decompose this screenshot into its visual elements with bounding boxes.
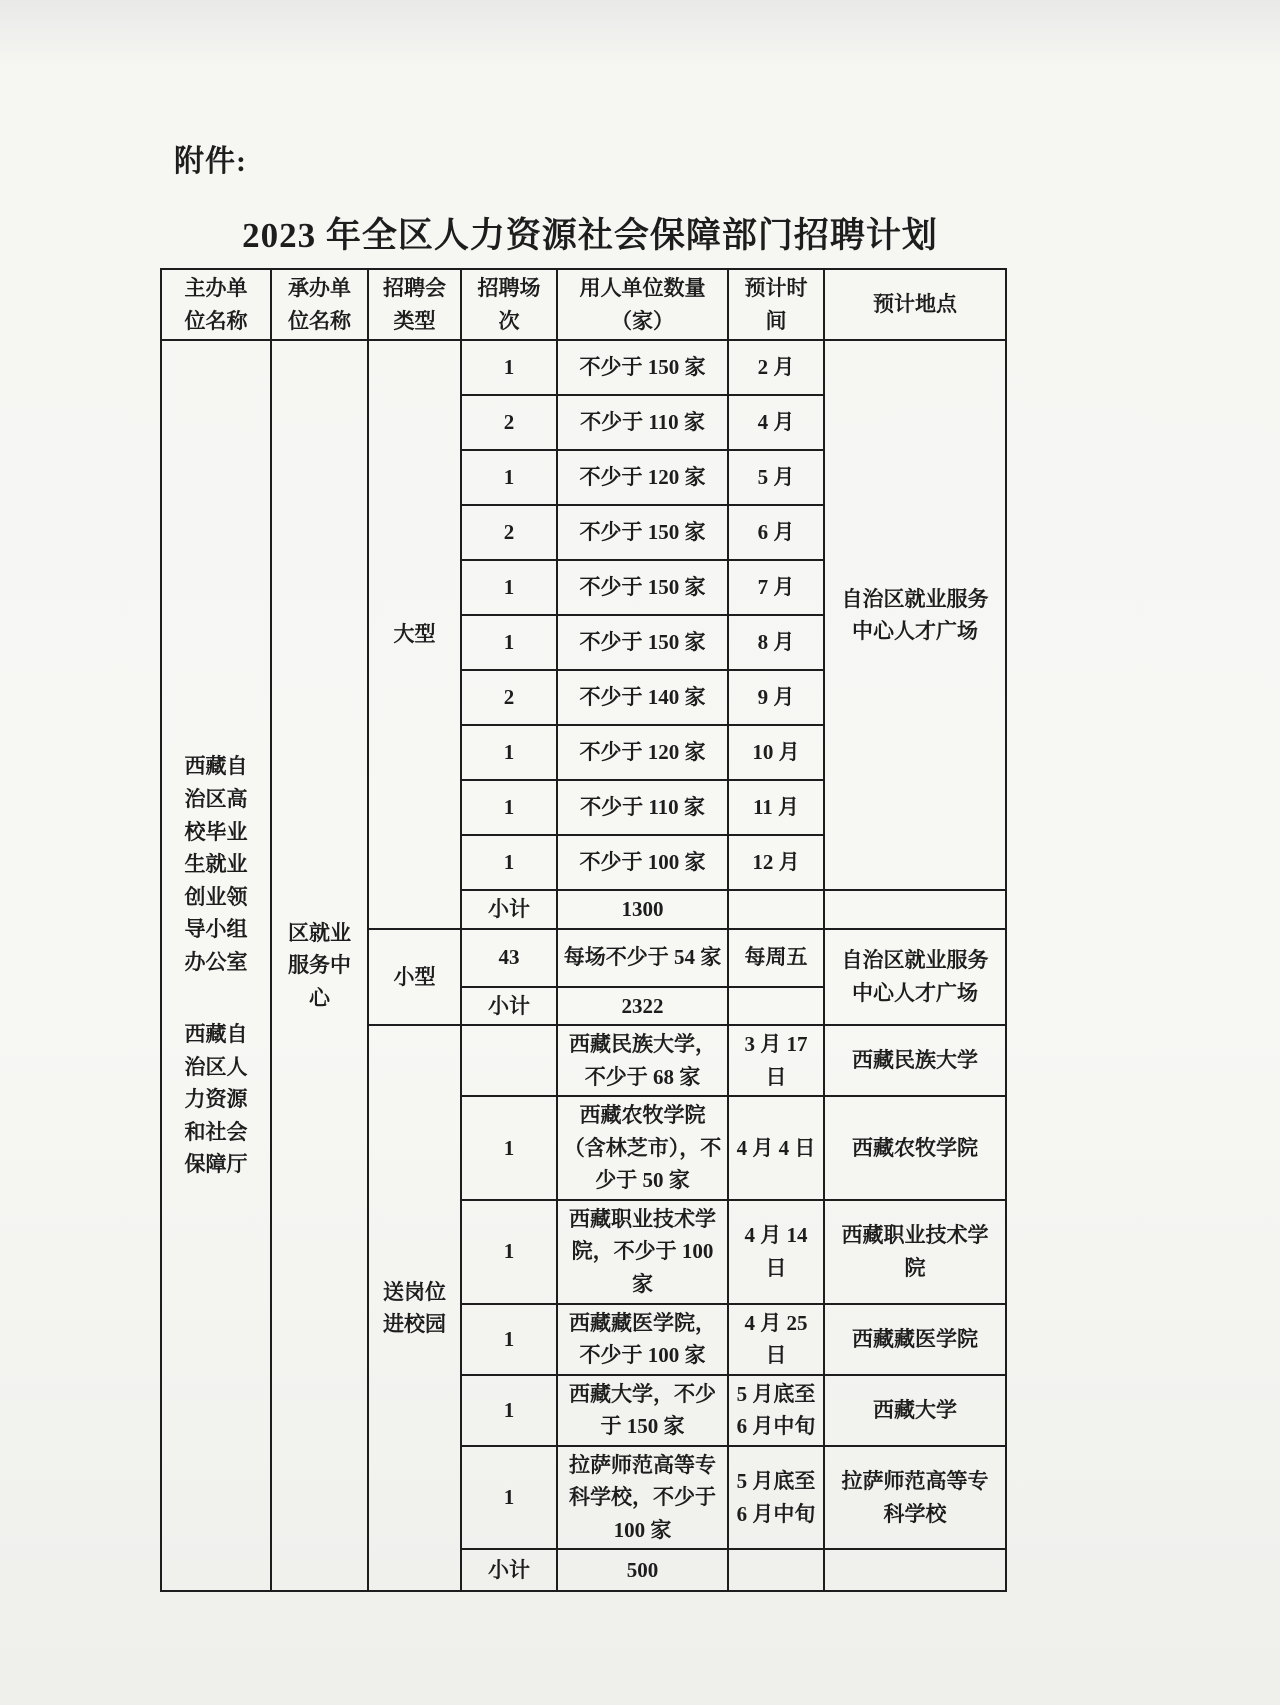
cell-sessions: 2: [461, 505, 557, 560]
cell-sessions: 43: [461, 929, 557, 987]
cell-fair-type-campus: [368, 1025, 461, 1591]
cell-sessions: 1: [461, 615, 557, 670]
header-sessions-label: 招聘场次: [477, 276, 541, 333]
header-time-label: 预计时间: [744, 276, 808, 333]
cell-employers: 不少于 150 家: [557, 615, 728, 670]
cell-employers: [557, 1304, 728, 1375]
cell-employers: 不少于 120 家: [557, 450, 728, 505]
cell-time-empty: [728, 1549, 824, 1591]
subtotal-label: 小计: [461, 890, 557, 929]
location-value: 西藏职业技术学院: [841, 1223, 989, 1280]
cell-location: [824, 1304, 1006, 1375]
cell-employers: 不少于 150 家: [557, 340, 728, 395]
cell-location: [824, 1375, 1006, 1446]
host-unit-gap: [165, 978, 267, 1018]
header-time: [728, 269, 824, 340]
subtotal-value: 1300: [557, 890, 728, 929]
cell-location-empty: [824, 890, 1006, 929]
employers-value: 西藏职业技术学院，不少于 100 家: [569, 1206, 716, 1297]
table-row: [161, 340, 1006, 395]
cell-employers: [557, 1375, 728, 1446]
cell-location: [824, 1096, 1006, 1200]
cell-time: 8 月: [728, 615, 824, 670]
employers-value: 西藏民族大学，不少于 68 家: [569, 1032, 716, 1089]
cell-time: 7 月: [728, 560, 824, 615]
cell-time: [728, 1446, 824, 1550]
header-fair-type-label: 招聘会类型: [383, 276, 446, 333]
cell-time: 11 月: [728, 780, 824, 835]
employers-value: 西藏藏医学院，不少于 100 家: [569, 1310, 716, 1368]
cell-employers: 不少于 110 家: [557, 780, 728, 835]
cell-sessions: 1: [461, 1446, 557, 1550]
cell-employers: [557, 1200, 728, 1304]
cell-time: [728, 1375, 824, 1446]
cell-employers: 不少于 120 家: [557, 725, 728, 780]
cell-employers: 不少于 150 家: [557, 560, 728, 615]
cell-time: [728, 1096, 824, 1200]
host-unit-2: 西藏自治区人力资源和社会保障厅: [184, 1022, 248, 1177]
cell-employers: 不少于 100 家: [557, 835, 728, 890]
header-sessions: [461, 269, 557, 340]
cell-fair-type-large: 大型: [368, 340, 461, 929]
cell-sessions: [461, 1025, 557, 1096]
cell-time: 6 月: [728, 505, 824, 560]
cell-location: [824, 1200, 1006, 1304]
header-location: [824, 269, 1006, 340]
cell-host-unit: [161, 340, 271, 1591]
cell-employers: [557, 1096, 728, 1200]
cell-location-small: [824, 929, 1006, 1026]
cell-time-empty: [728, 890, 824, 929]
subtotal-label: 小计: [461, 987, 557, 1026]
cell-employers: [557, 1446, 728, 1550]
header-location-label: 预计地点: [873, 292, 957, 317]
cell-employers: 不少于 150 家: [557, 505, 728, 560]
cell-location: [824, 1025, 1006, 1096]
cell-sessions: 1: [461, 780, 557, 835]
host-unit-1: 西藏自治区高校毕业生就业创业领导小组办公室: [184, 754, 248, 974]
cell-time-empty: [728, 987, 824, 1026]
cell-time: 4 月: [728, 395, 824, 450]
cell-time: [728, 1304, 824, 1375]
header-organizer-unit: [271, 269, 368, 340]
cell-sessions: 1: [461, 340, 557, 395]
time-value: 5 月底至 6 月中旬: [736, 1469, 816, 1526]
cell-time: [728, 1025, 824, 1096]
cell-time: 12 月: [728, 835, 824, 890]
location-value: 西藏民族大学: [852, 1048, 978, 1073]
attachment-label: 附件:: [174, 145, 247, 178]
employers-value: 西藏农牧学院（含林芝市），不少于 50 家: [563, 1103, 722, 1193]
header-host-unit-label: 主办单位名称: [184, 276, 248, 333]
page-title: 2023 年全区人力资源社会保障部门招聘计划: [242, 216, 938, 255]
header-row: [161, 269, 1006, 340]
subtotal-value: 2322: [557, 987, 728, 1026]
time-value: 4 月 4 日: [736, 1135, 816, 1160]
location-value: 西藏藏医学院: [852, 1326, 978, 1351]
cell-organizer-unit: [271, 340, 368, 1591]
cell-sessions: 2: [461, 670, 557, 725]
location-large-value: 自治区就业服务中心人才广场: [841, 586, 989, 644]
fair-type-campus-value: 送岗位进校园: [383, 1279, 446, 1337]
header-organizer-unit-label: 承办单位名称: [288, 276, 351, 333]
recruitment-plan-table: [160, 268, 1007, 1592]
employers-value: 西藏大学，不少于 150 家: [569, 1381, 716, 1439]
cell-employers: 不少于 110 家: [557, 395, 728, 450]
cell-time: 10 月: [728, 725, 824, 780]
cell-location-empty: [824, 1549, 1006, 1591]
cell-time: 2 月: [728, 340, 824, 395]
subtotal-label: 小计: [461, 1549, 557, 1591]
cell-sessions: 1: [461, 835, 557, 890]
location-value: 西藏农牧学院: [852, 1135, 978, 1160]
cell-sessions: 1: [461, 1375, 557, 1446]
cell-sessions: 1: [461, 560, 557, 615]
header-host-unit: [161, 269, 271, 340]
cell-sessions: 1: [461, 1096, 557, 1200]
header-fair-type: [368, 269, 461, 340]
time-value: 4 月 14 日: [744, 1223, 808, 1280]
cell-employers: 每场不少于 54 家: [557, 929, 728, 987]
location-small-value: 自治区就业服务中心人才广场: [841, 948, 989, 1005]
cell-location: [824, 1446, 1006, 1550]
header-employers: [557, 269, 728, 340]
cell-fair-type-small: 小型: [368, 929, 461, 1026]
subtotal-value: 500: [557, 1549, 728, 1591]
time-value: 3 月 17 日: [744, 1032, 808, 1089]
cell-sessions: 1: [461, 725, 557, 780]
cell-time: [728, 1200, 824, 1304]
employers-value: 拉萨师范高等专科学校，不少于 100 家: [569, 1452, 716, 1542]
organizer-unit-value: 区就业服务中心: [288, 920, 351, 1011]
time-value: 5 月底至 6 月中旬: [736, 1381, 816, 1439]
cell-location-large: [824, 340, 1006, 890]
location-value: 拉萨师范高等专科学校: [841, 1469, 989, 1526]
cell-employers: 不少于 140 家: [557, 670, 728, 725]
cell-sessions: 2: [461, 395, 557, 450]
cell-sessions: 1: [461, 1304, 557, 1375]
cell-sessions: 1: [461, 450, 557, 505]
cell-sessions: 1: [461, 1200, 557, 1304]
cell-employers: [557, 1025, 728, 1096]
location-value: 西藏大学: [873, 1397, 957, 1422]
time-value: 4 月 25 日: [744, 1310, 808, 1368]
header-employers-label: 用人单位数量（家）: [579, 276, 706, 333]
cell-time: 每周五: [728, 929, 824, 987]
cell-time: 5 月: [728, 450, 824, 505]
cell-time: 9 月: [728, 670, 824, 725]
